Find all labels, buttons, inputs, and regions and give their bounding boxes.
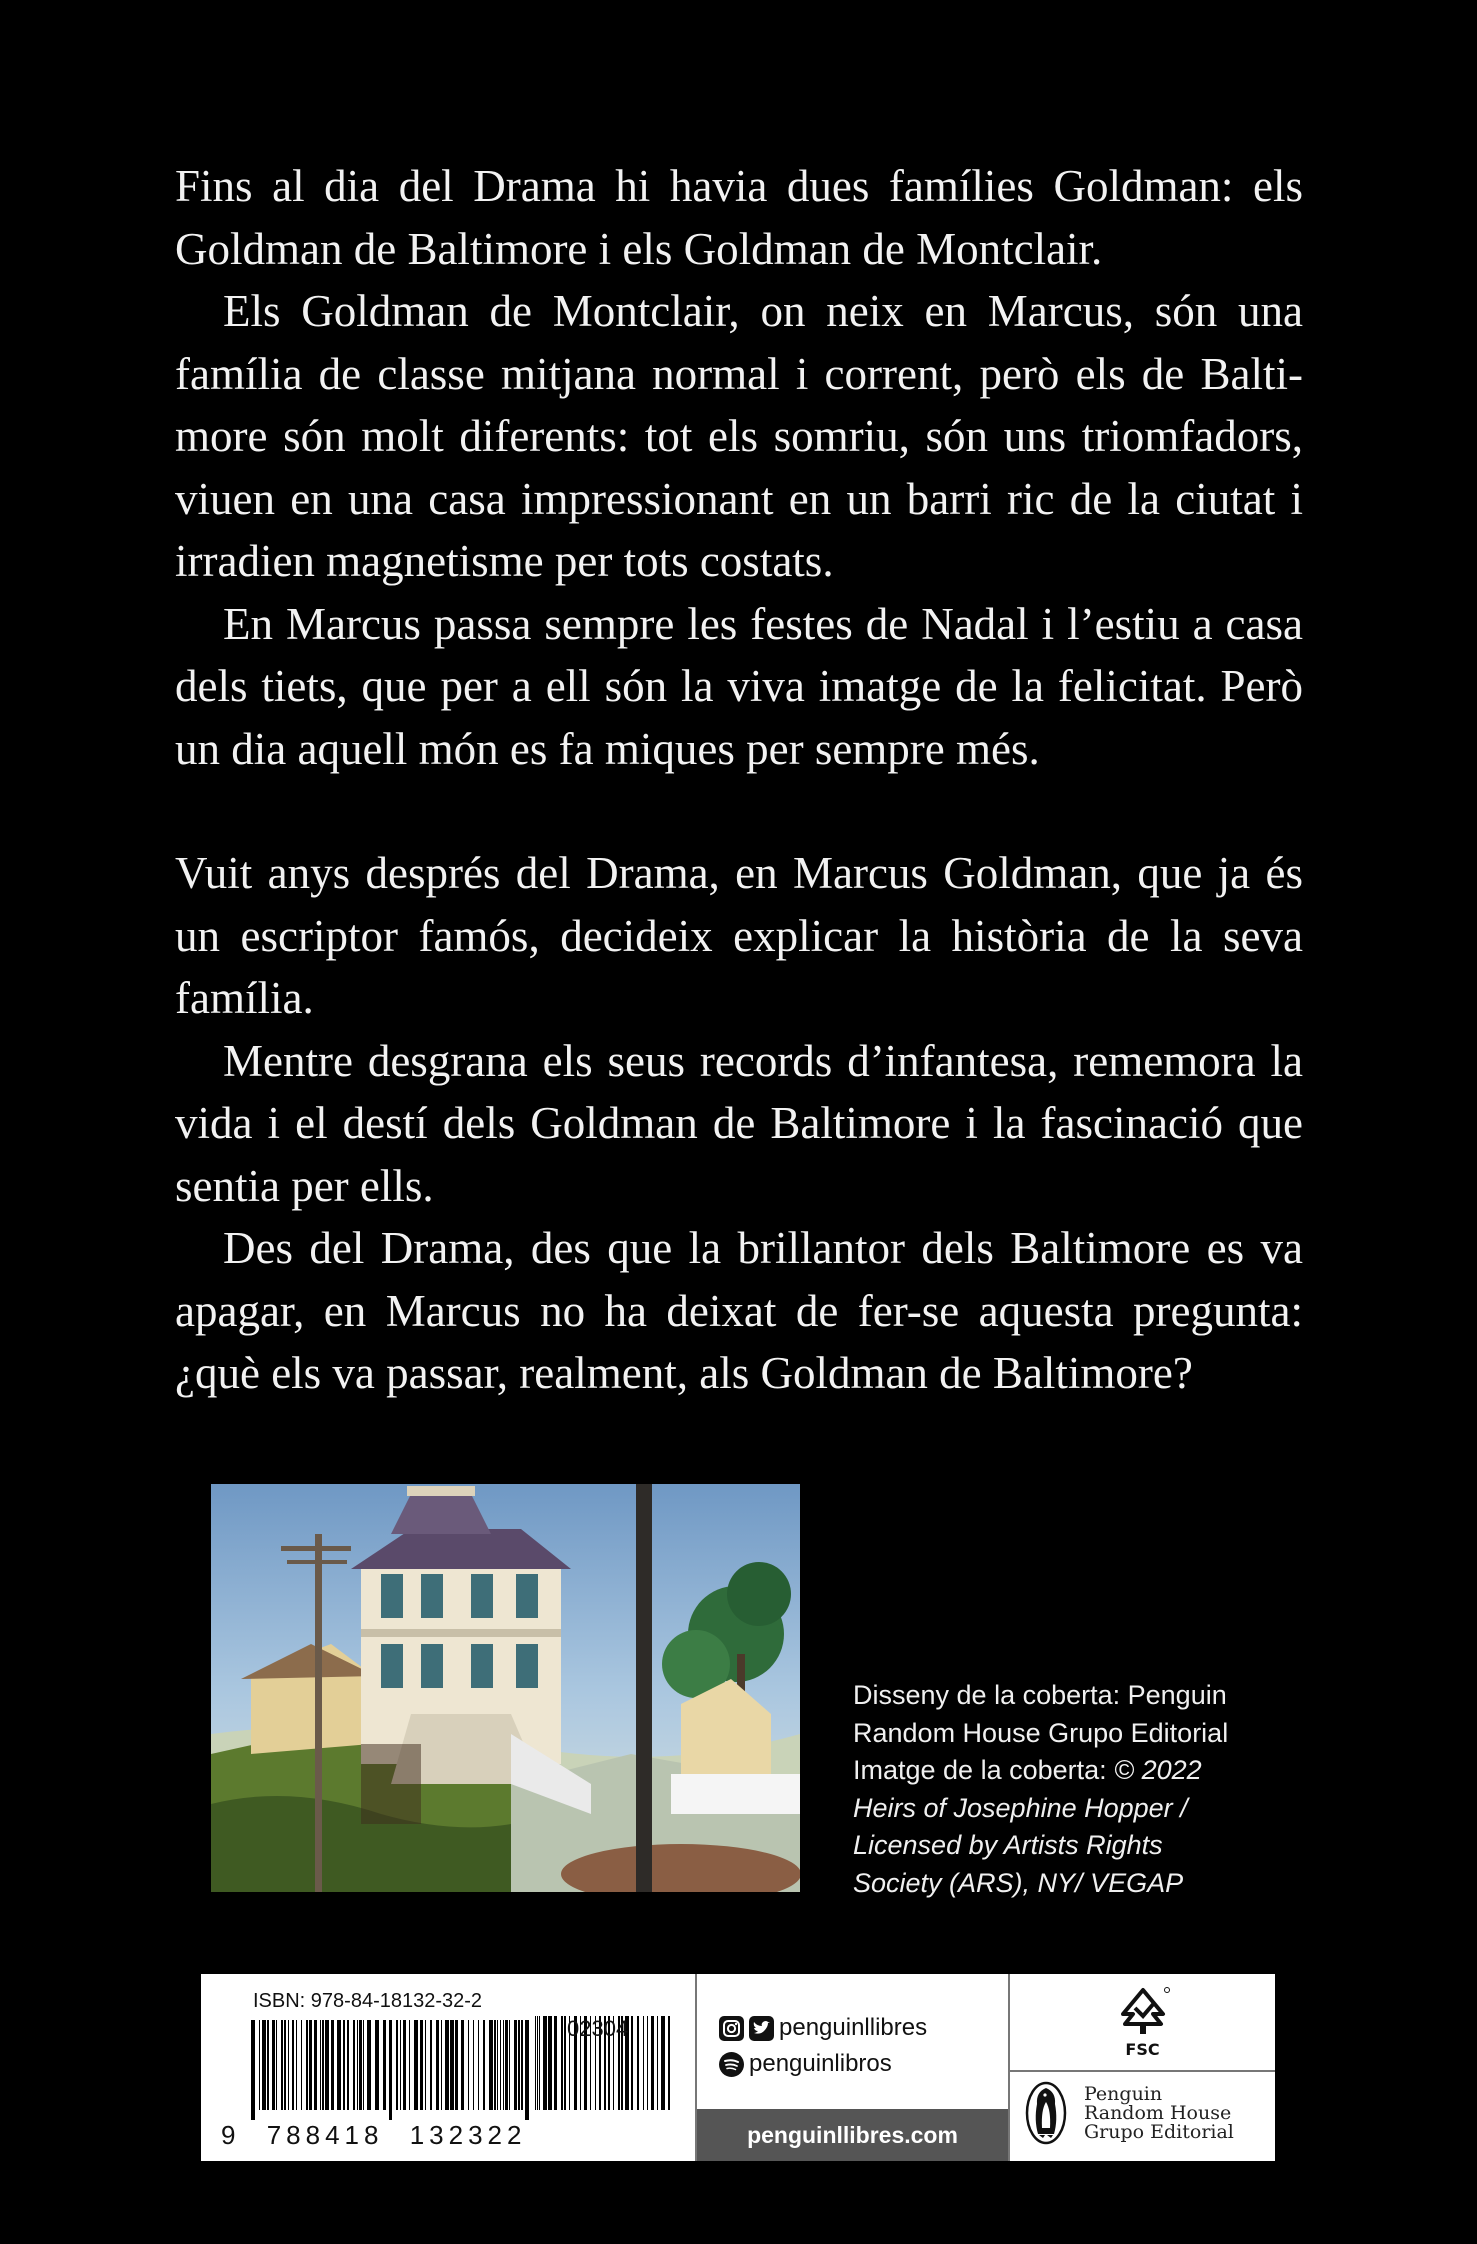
- barcode-bar: [288, 2020, 289, 2110]
- barcode-bar: [564, 2016, 566, 2110]
- ean-right-digits: 132322: [409, 2120, 527, 2150]
- barcode-bar: [306, 2020, 308, 2110]
- barcode-bar: [503, 2020, 504, 2110]
- barcode-bar: [375, 2020, 379, 2110]
- penguin-icon: [1024, 2080, 1068, 2146]
- prh-line: Penguin: [1084, 2082, 1163, 2105]
- barcode-bar: [396, 2020, 398, 2110]
- barcode-bar: [420, 2020, 423, 2110]
- barcode-bar: [347, 2020, 349, 2110]
- credits-image-line: Society (ARS), NY/ VEGAP: [853, 1867, 1184, 1898]
- credits-image-line: Heirs of Josephine Hopper /: [853, 1792, 1188, 1823]
- prh-line: Random House: [1084, 2101, 1232, 2124]
- prh-wordmark: [1084, 2082, 1234, 2143]
- fsc-label: FSC: [1125, 2039, 1160, 2059]
- credits-image-line: [853, 1752, 1303, 1790]
- publisher-info-box: [201, 1974, 1275, 2161]
- barcode-bar: [561, 2016, 563, 2110]
- barcode-bar: [441, 2020, 442, 2110]
- barcode-bar: [363, 2020, 364, 2110]
- ean-barcode: [251, 2020, 531, 2120]
- barcode-bar: [400, 2020, 401, 2110]
- addon-digits: 02304: [567, 2016, 629, 2041]
- barcode-bar: [414, 2020, 418, 2110]
- barcode-bar: [309, 2020, 312, 2110]
- blurb-paragraph: Els Goldman de Montclair, on neix en Marcus, són una família de classe mitjana normal i corrent, però els de Baltimore són molt diferents: tot els somriu, són uns triomfadors, viuen en una casa impressionant en un barri ric de la ciutat i irradien magnetisme per tots costats.: [175, 286, 1303, 586]
- barcode-bar: [343, 2020, 345, 2110]
- credits-design-line: Disseny de la coberta: Penguin: [853, 1680, 1227, 1710]
- back-cover-blurb: [175, 155, 1303, 1405]
- credits-image-line: Licensed by Artists Rights: [853, 1830, 1163, 1860]
- barcode-bar: [292, 2020, 294, 2110]
- barcode-bar: [322, 2020, 324, 2110]
- barcode-bar: [353, 2020, 355, 2110]
- barcode-bar: [367, 2020, 371, 2110]
- barcode-bar: [500, 2020, 501, 2110]
- barcode-bar: [505, 2020, 508, 2110]
- blurb-paragraph: Mentre desgrana els seus records d’infantesa, rememora la vida i el destí dels Goldman de Baltimore i la fascinació que sentia per ells.: [175, 1035, 1303, 1211]
- barcode-bar: [535, 2016, 536, 2110]
- blurb-paragraph: En Marcus passa sempre les festes de Nadal i l’estiu a casa dels tiets, que per a ell són la viva imatge de la felicitat. Però un dia aquell món es fa miques per sempre més.: [175, 598, 1303, 774]
- barcode-bar: [537, 2016, 538, 2110]
- barcode-bar: [548, 2016, 552, 2110]
- barcode-bar: [436, 2020, 439, 2110]
- barcode-bar: [357, 2020, 358, 2110]
- barcode-bar: [473, 2020, 474, 2110]
- isbn-number: ISBN: 978-84-18132-32-2: [253, 1990, 483, 2012]
- barcode-bar: [314, 2020, 317, 2110]
- barcode-bar: [518, 2020, 520, 2110]
- barcode-bar: [643, 2016, 644, 2110]
- barcode-bar: [430, 2020, 432, 2110]
- barcode-bar: [461, 2020, 464, 2110]
- barcode-bar: [521, 2020, 523, 2110]
- barcode-bar: [514, 2020, 517, 2110]
- spotify-icon: [719, 2052, 744, 2077]
- social-row-twitter-instagram[interactable]: [719, 2014, 927, 2042]
- barcode-bar: [489, 2020, 493, 2110]
- barcode-bar: [284, 2020, 286, 2110]
- credits-image-label: Imatge de la coberta:: [853, 1755, 1107, 1785]
- instagram-icon: [719, 2016, 744, 2041]
- barcode-bar: [445, 2020, 449, 2110]
- barcode-bar: [455, 2020, 458, 2110]
- barcode-bar: [267, 2020, 269, 2110]
- barcode-bar: [450, 2020, 454, 2110]
- barcode-bar: [657, 2016, 658, 2110]
- barcode-bar: [554, 2016, 557, 2110]
- ean-digits: [221, 2120, 526, 2151]
- prh-logo: [1024, 2080, 1234, 2146]
- barcode-bar: [539, 2016, 540, 2110]
- twitter-icon: [749, 2016, 774, 2041]
- barcode-bar: [425, 2020, 426, 2110]
- cover-painting: [211, 1484, 800, 1892]
- barcode-bar: [281, 2020, 283, 2110]
- barcode-bar: [276, 2020, 277, 2110]
- fsc-logo: [1010, 1974, 1275, 2072]
- social-area: [697, 1974, 1010, 2161]
- barcode-bar: [631, 2016, 633, 2110]
- barcode-bar: [259, 2020, 260, 2110]
- barcode-area: [201, 1974, 697, 2161]
- social-handle[interactable]: penguinlibros: [749, 2050, 892, 2077]
- barcode-bar: [668, 2016, 670, 2110]
- social-handle[interactable]: penguinllibres: [779, 2014, 928, 2041]
- barcode-bar: [383, 2020, 386, 2110]
- barcode-bar: [272, 2020, 275, 2110]
- barcode-bar: [543, 2016, 547, 2110]
- blurb-paragraph: Fins al dia del Drama hi havia dues famílies Goldman: els Goldman de Baltimore i els Goldman de Montclair.: [175, 161, 1303, 274]
- barcode-bar: [647, 2016, 648, 2110]
- barcode-bar: [262, 2020, 266, 2110]
- fsc-tree-icon: [1115, 1986, 1171, 2038]
- social-row-spotify[interactable]: [719, 2050, 892, 2078]
- prh-line: Grupo Editorial: [1084, 2120, 1234, 2143]
- credits-design-line: Random House Grupo Editorial: [853, 1717, 1229, 1748]
- barcode-bar: [331, 2020, 334, 2110]
- barcode-bar: [301, 2020, 302, 2110]
- barcode-bar: [251, 2020, 255, 2120]
- barcode-bar: [637, 2016, 639, 2110]
- barcode-bar: [296, 2020, 297, 2110]
- barcode-bar: [325, 2020, 329, 2110]
- barcode-bar: [478, 2020, 479, 2110]
- barcode-bar: [409, 2020, 410, 2110]
- barcode-bar: [359, 2020, 362, 2110]
- barcode-bar: [651, 2016, 654, 2110]
- blurb-paragraph: Des del Drama, des que la brillantor dels Baltimore es va apagar, en Marcus no ha deixat de fer-se aquesta pregunta: ¿què els va passar, realment, als Goldman de Baltimore?: [175, 1223, 1303, 1398]
- barcode-bar: [403, 2020, 406, 2110]
- barcode-bar: [509, 2020, 510, 2110]
- ean-left-digits: 788418: [266, 2120, 384, 2150]
- barcode-bar: [389, 2020, 392, 2120]
- barcode-bar: [525, 2020, 529, 2120]
- barcode-bar: [483, 2020, 485, 2110]
- website-link[interactable]: penguinllibres.com: [697, 2109, 1008, 2161]
- ean-first-digit: 9: [221, 2120, 241, 2150]
- barcode-bar: [320, 2020, 321, 2110]
- barcode-bar: [494, 2020, 496, 2110]
- cover-credits: [853, 1677, 1303, 1902]
- barcode-bar: [661, 2016, 665, 2110]
- blurb-paragraph: Vuit anys després del Drama, en Marcus Goldman, que ja és un escriptor famós, decideix explicar la història de la seva família.: [175, 848, 1303, 1023]
- barcode-bar: [468, 2020, 469, 2110]
- credits-copyright: © 2022: [1114, 1755, 1202, 1785]
- publisher-logos: [1010, 1974, 1275, 2161]
- barcode-bar: [337, 2020, 341, 2110]
- barcode-bar: [497, 2020, 498, 2110]
